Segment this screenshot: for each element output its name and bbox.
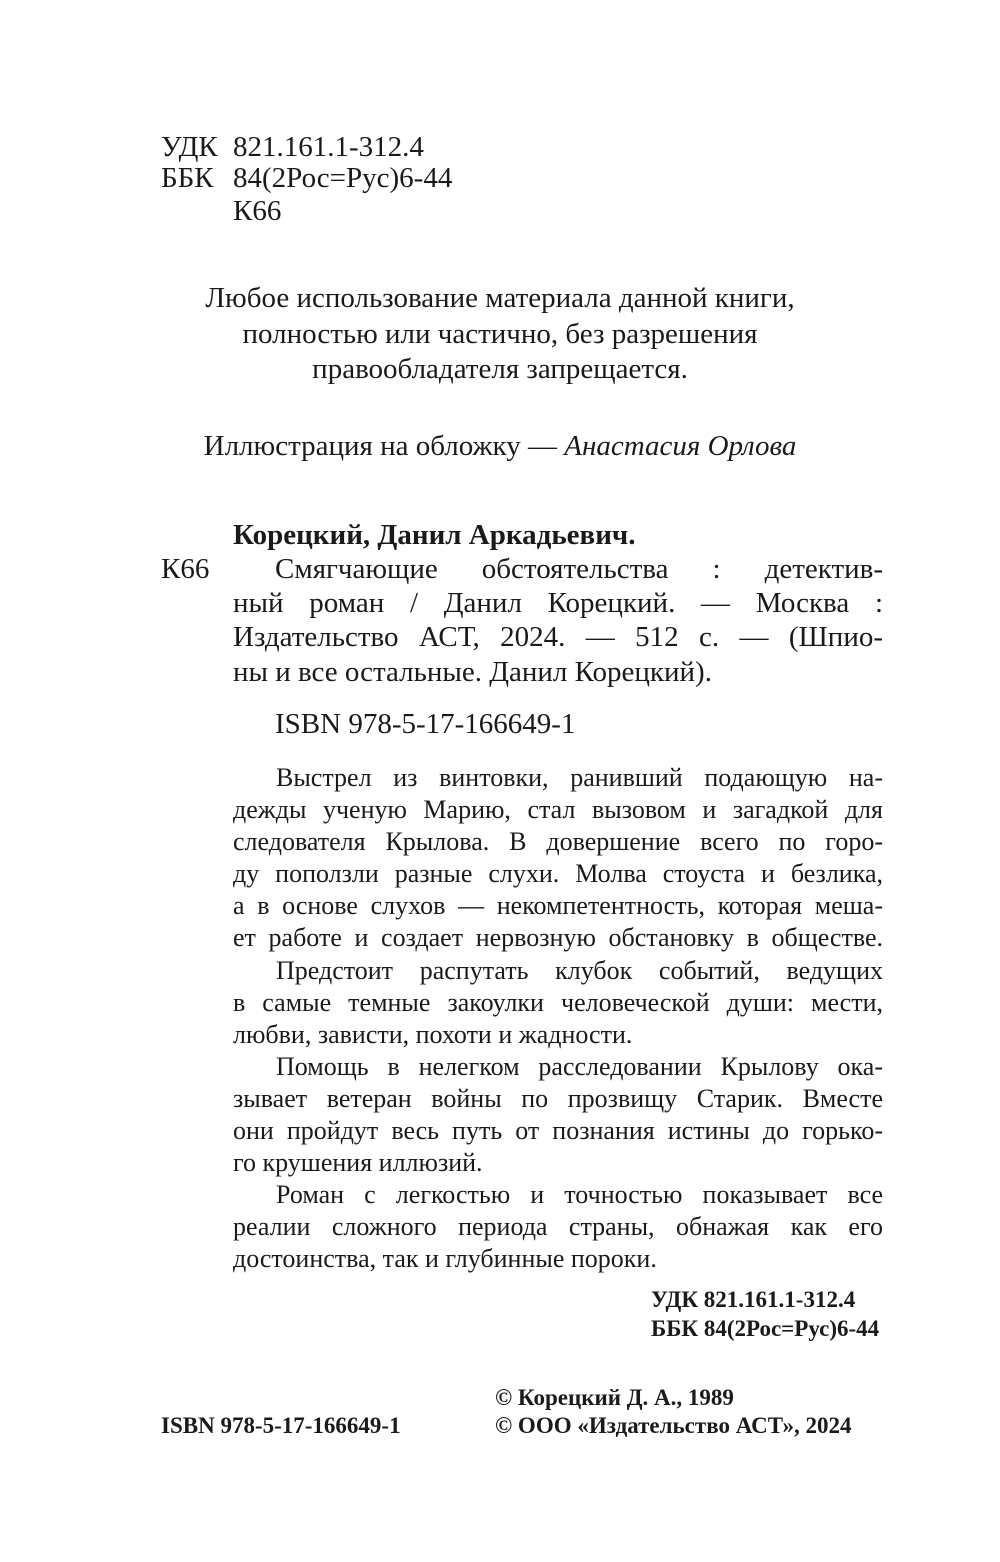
bbk-bottom: ББК 84(2Рос=Рус)6-44: [651, 1316, 880, 1341]
author-mark: К66: [233, 195, 282, 227]
biblio-mark: К66: [161, 553, 210, 585]
biblio-line: Смягчающие обстоятельства : детектив-: [275, 553, 883, 585]
copyright-publisher: © ООО «Издательство АСТ», 2024: [495, 1413, 852, 1438]
udk-label: УДК: [161, 131, 218, 163]
biblio-line: ны и все остальные. Данил Корецкий).: [233, 656, 712, 688]
copyright-author: © Корецкий Д. А., 1989: [495, 1385, 734, 1410]
annotation-line: Выстрел из винтовки, ранивший подающую на-: [276, 763, 883, 792]
notice-line-3: правообладателя запрещается.: [312, 353, 688, 385]
illustration-prefix: Иллюстрация на обложку —: [203, 430, 557, 462]
illustration-credit: [0, 430, 1000, 462]
annotation-line: Роман с легкостью и точностью показывает все: [276, 1180, 883, 1209]
udk-value: 821.161.1-312.4: [233, 131, 424, 163]
annotation-line: они пройдут весь путь от познания истины до горько-: [233, 1116, 883, 1145]
annotation-line: следователя Крылова. В довершение всего по горо-: [233, 827, 883, 856]
annotation-line: дежды ученую Марию, стал вызовом и загадкой для: [233, 795, 883, 824]
copyright-isbn: ISBN 978-5-17-166649-1: [161, 1413, 401, 1438]
annotation-line: достоинства, так и глубинные пороки.: [233, 1244, 657, 1273]
biblio-line: Издательство АСТ, 2024. — 512 с. — (Шпио-: [233, 621, 883, 653]
udk-bottom: УДК 821.161.1-312.4: [651, 1287, 856, 1312]
biblio-line: ный роман / Данил Корецкий. — Москва :: [233, 587, 883, 619]
annotation-line: Помощь в нелегком расследовании Крылову ока-: [276, 1052, 883, 1081]
illustrator-name: Анастасия Орлова: [564, 430, 797, 462]
annotation-line: Предстоит распутать клубок событий, ведущих: [276, 956, 883, 985]
annotation-line: го крушения иллюзий.: [233, 1148, 483, 1177]
annotation-line: зывает ветеран войны по прозвищу Старик. Вместе: [233, 1084, 883, 1113]
annotation-line: в самые темные закоулки человеческой души: мести,: [233, 988, 883, 1017]
biblio-isbn: ISBN 978-5-17-166649-1: [275, 708, 576, 740]
author-heading: Корецкий, Данил Аркадьевич.: [233, 519, 636, 551]
bbk-label: ББК: [161, 162, 214, 194]
annotation-line: реалии сложного периода страны, обнажая как его: [233, 1212, 883, 1241]
annotation-line: любви, зависти, похоти и жадности.: [233, 1020, 633, 1049]
annotation-line: ду поползли разные слухи. Молва стоуста и безлика,: [233, 859, 883, 888]
annotation-line: ет работе и создает нервозную обстановку в обществе.: [233, 923, 883, 952]
annotation-line: а в основе слухов — некомпетентность, которая меша-: [233, 891, 883, 920]
bbk-value: 84(2Рос=Рус)6-44: [233, 162, 453, 194]
notice-line-2: полностью или частично, без разрешения: [242, 318, 758, 350]
notice-line-1: Любое использование материала данной книги,: [205, 282, 795, 314]
